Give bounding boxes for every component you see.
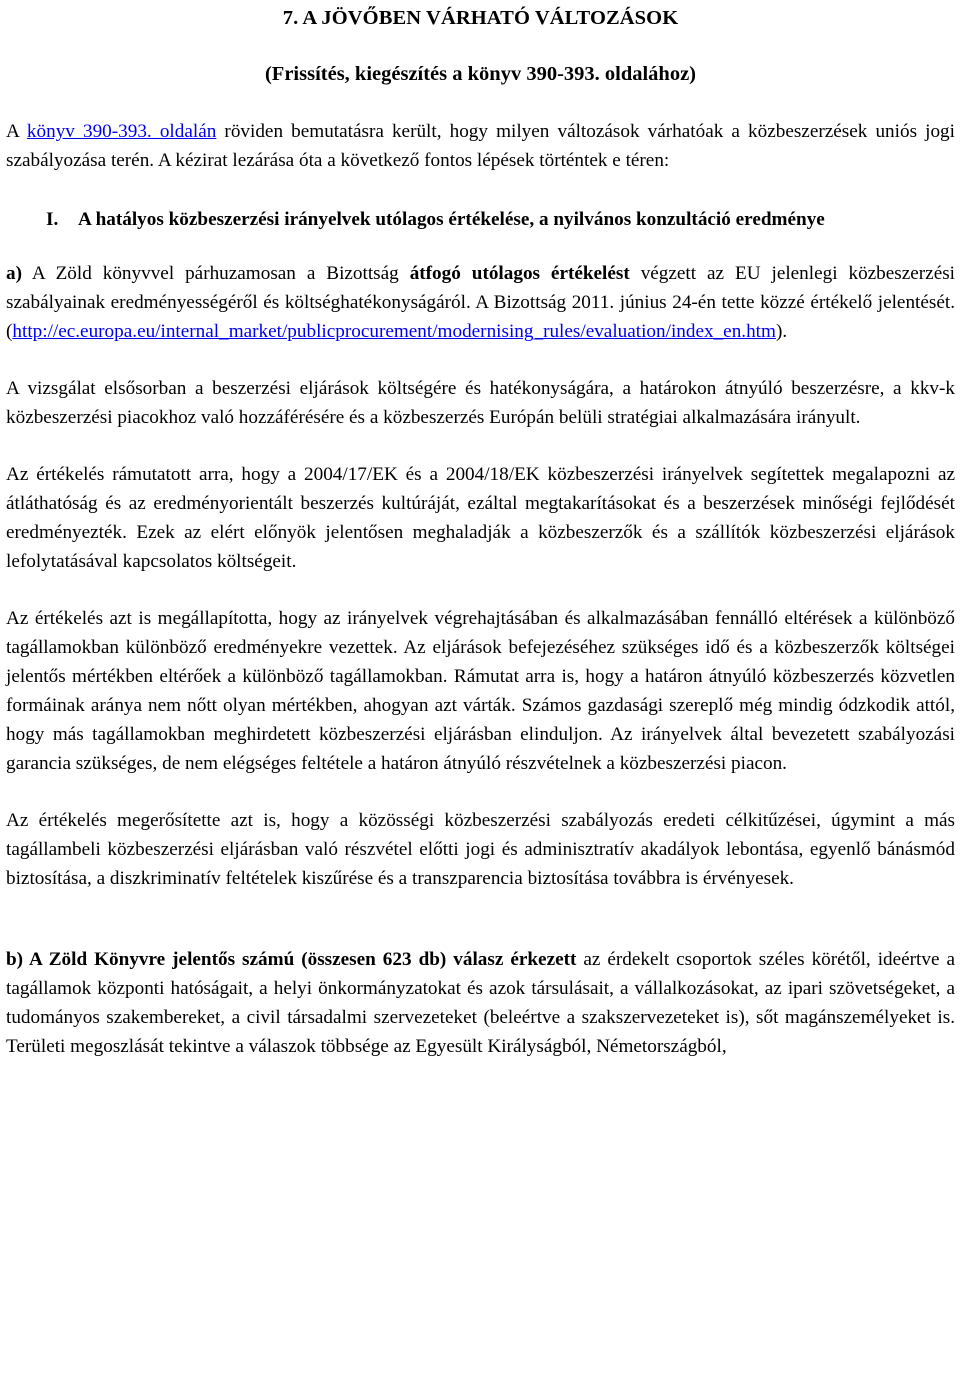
paragraph-a-text2: végzett az EU jelenlegi közbeszerzési szabályainak eredményességéről és költséghatékonyságáról. A Bizottság 2011. június 24-én tette közzé értékelő jelentését. ( — [6, 263, 956, 342]
paragraph-b — [6, 945, 955, 1061]
paragraph-a — [6, 259, 955, 346]
paragraph-scope: A vizsgálat elsősorban a beszerzési eljárások költségére és hatékonyságára, a határokon átnyúló beszerzésre, a kkv-k közbeszerzési piacokhoz való hozzáférésére és a közbeszerzés Európán belüli stratégiai alkalmazására irányult. — [6, 378, 955, 428]
section-heading-text: A hatályos közbeszerzési irányelvek utólagos értékelése, a nyilvános konzultáció eredménye — [78, 209, 825, 230]
intro-pre: A — [6, 121, 27, 142]
document-page — [6, 0, 955, 1061]
paragraph-b-bold: b) A Zöld Könyvre jelentős számú (összesen 623 db) válasz érkezett — [6, 949, 577, 970]
paragraph-findings: Az értékelés rámutatott arra, hogy a 2004/17/EK és a 2004/18/EK közbeszerzési irányelvek segítettek megalapozni az átláthatóság és az eredményorientált beszerzés kultúráját, ezáltal megtakarításokat és a beszerzések minőségi fejlődését eredményezték. Ezek az elért előnyök jelentősen meghaladják a közbeszerzők és a szállítók közbeszerzési eljárások lefolytatásával kapcsolatos költségeit. — [6, 464, 955, 572]
book-pages-link[interactable]: könyv 390-393. oldalán — [26, 121, 217, 142]
paragraph-a-label: a) — [6, 263, 22, 284]
chapter-title: 7. A JÖVŐBEN VÁRHATÓ VÁLTOZÁSOK — [282, 7, 679, 29]
section-heading — [6, 205, 955, 234]
intro-paragraph — [6, 117, 955, 175]
paragraph-a-text3: ). — [775, 321, 788, 342]
intro-post: röviden bemutatásra került, hogy milyen változások várhatóak a közbeszerzések uniós jogi szabályozása terén. A kézirat lezárása óta a következő fontos lépések történtek e téren: — [6, 121, 955, 171]
section-number: I. — [46, 209, 59, 230]
paragraph-objectives: Az értékelés megerősítette azt is, hogy a közösségi közbeszerzési szabályozás eredeti célkitűzései, úgymint a más tagállambeli közbeszerzési eljárásban való részvétel előtti jogi és adminisztratív akadályok lebontása, egyenlő bánásmód biztosítása, a diszkriminatív feltételek kiszűrése és a transzparencia biztosítása továbbra is érvényesek. — [6, 810, 955, 889]
paragraph-a-text1: A Zöld könyvvel párhuzamosan a Bizottság — [21, 263, 410, 284]
chapter-subtitle: (Frissítés, kiegészítés a könyv 390-393. oldalához) — [264, 63, 697, 85]
evaluation-report-link[interactable]: http://ec.europa.eu/internal_market/publicprocurement/modernising_rules/evaluation/index_en.htm — [12, 321, 776, 342]
paragraph-differences: Az értékelés azt is megállapította, hogy az irányelvek végrehajtásában és alkalmazásában fennálló eltérések a különböző tagállamokban különböző eredményekre vezettek. Az eljárások befejezéséhez szükséges idő és a közbeszerzők költségei jelentős mértékben eltérőek a különböző tagállamokban. Rámutat arra is, hogy a határon átnyúló közbeszerzés közvetlen formáinak aránya nem nőtt olyan mértékben, ahogyan azt várták. Számos gazdasági szereplő még mindig ódzkodik attól, hogy más tagállamokban meghirdetett közbeszerzési eljárásban elinduljon. Az irányelvek által bevezetett szabályozási garancia szükséges, de nem elégséges feltétele a határon átnyúló részvételnek a közbeszerzési piacon. — [6, 608, 955, 774]
paragraph-a-bold: átfogó utólagos értékelést — [409, 263, 630, 284]
paragraph-b-text: az érdekelt csoportok széles körétől, ideértve a tagállamok központi hatóságait, a helyi önkormányzatokat és azok társulásait, a vállalkozásokat, az ipari szövetségeket, a tudományos szakembereket, a civil társadalmi szervezeteket (beleértve a szakszervezeteket is), sőt magánszemélyeket is. Területi megoszlását tekintve a válaszok többsége az Egyesült Királyságból, Németországból, — [6, 949, 955, 1057]
